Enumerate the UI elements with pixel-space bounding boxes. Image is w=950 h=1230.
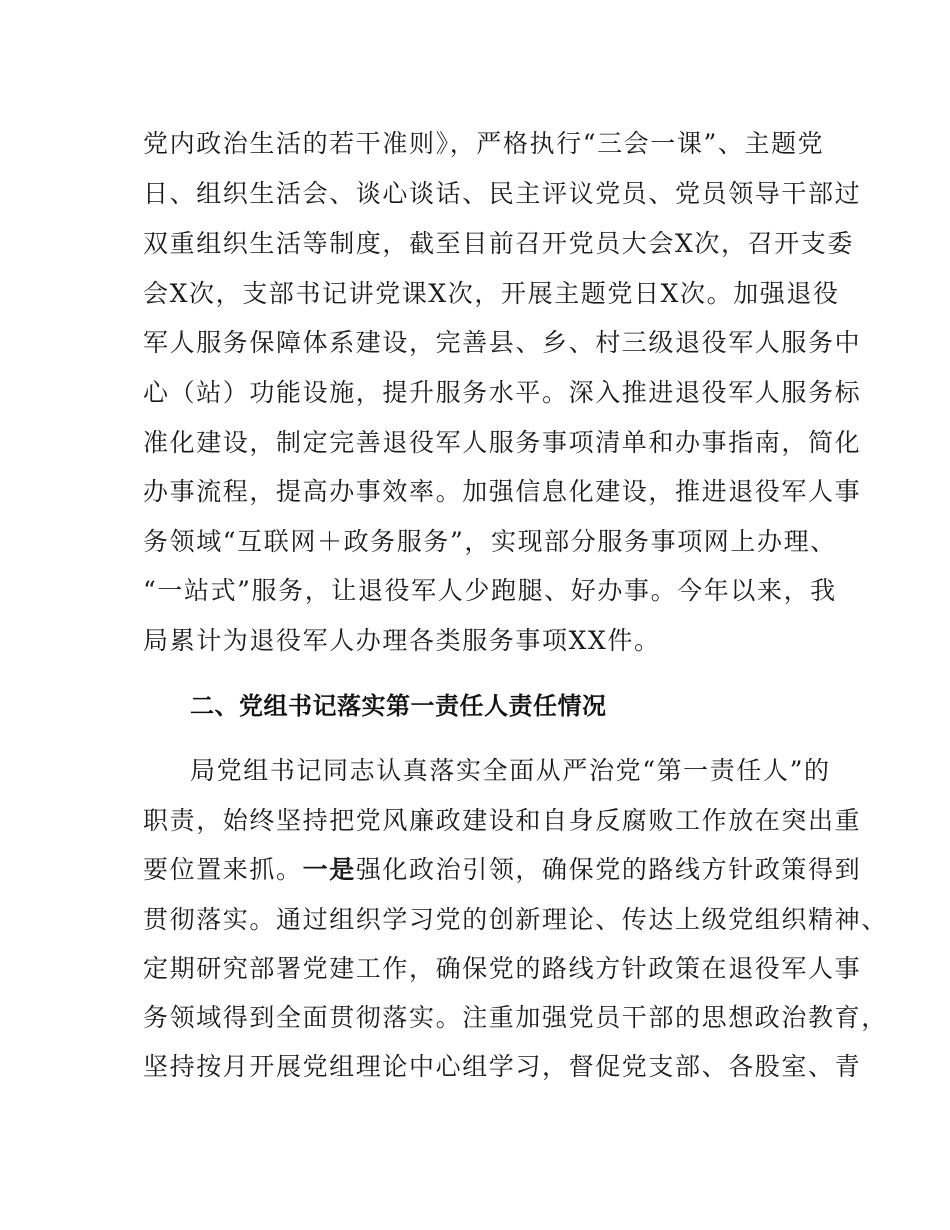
paragraph-line: 军人服务保障体系建设，完善县、乡、村三级退役军人服务中 bbox=[143, 328, 862, 357]
paragraph-line: 贯彻落实。通过组织学习党的创新理论、传达上级党组织精神、 bbox=[143, 905, 888, 934]
paragraph-line: 党内政治生活的若干准则》，严格执行“三会一课”、主题党 bbox=[143, 129, 825, 158]
paragraph-line-rest: 强化政治引领，确保党的路线方针政策得到 bbox=[355, 855, 862, 884]
paragraph-line: 局累计为退役军人办理各类服务事项XX件。 bbox=[143, 626, 661, 655]
paragraph-line: 心（站）功能设施，提升服务水平。深入推进退役军人服务标 bbox=[143, 378, 862, 407]
section-heading: 二、党组书记落实第一责任人责任情况 bbox=[190, 692, 607, 720]
paragraph-line: 务领域“互联网＋政务服务”，实现部分服务事项网上办理、 bbox=[143, 527, 837, 556]
paragraph-line: 务领域得到全面贯彻落实。注重加强党员干部的思想政治教育， bbox=[143, 1003, 888, 1032]
paragraph-line: 会X次，支部书记讲党课X次，开展主题党日X次。加强退役 bbox=[143, 279, 840, 308]
emphasis-marker: 一是 bbox=[302, 855, 356, 884]
paragraph-line-lead: 要位置来抓。一是 bbox=[143, 855, 356, 884]
paragraph-line: 双重组织生活等制度，截至目前召开党员大会X次，召开支委 bbox=[143, 229, 854, 258]
paragraph-line: 准化建设，制定完善退役军人服务事项清单和办事指南，简化 bbox=[143, 428, 862, 457]
paragraph-line: 坚持按月开展党组理论中心组学习，督促党支部、各股室、青 bbox=[143, 1052, 862, 1081]
paragraph-line: 定期研究部署党建工作，确保党的路线方针政策在退役军人事 bbox=[143, 954, 862, 983]
paragraph-line: 职责，始终坚持把党风廉政建设和自身反腐败工作放在突出重 bbox=[143, 806, 862, 835]
paragraph-line bbox=[143, 852, 862, 888]
paragraph-line: 办事流程，提高办事效率。加强信息化建设，推进退役军人事 bbox=[143, 477, 862, 506]
paragraph-line: “一站式”服务，让退役军人少跑腿、好办事。今年以来，我 bbox=[143, 576, 837, 605]
paragraph-line: 日、组织生活会、谈心谈话、民主评议党员、党员领导干部过 bbox=[143, 179, 862, 208]
paragraph-line: 局党组书记同志认真落实全面从严治党“第一责任人”的 bbox=[190, 756, 831, 785]
